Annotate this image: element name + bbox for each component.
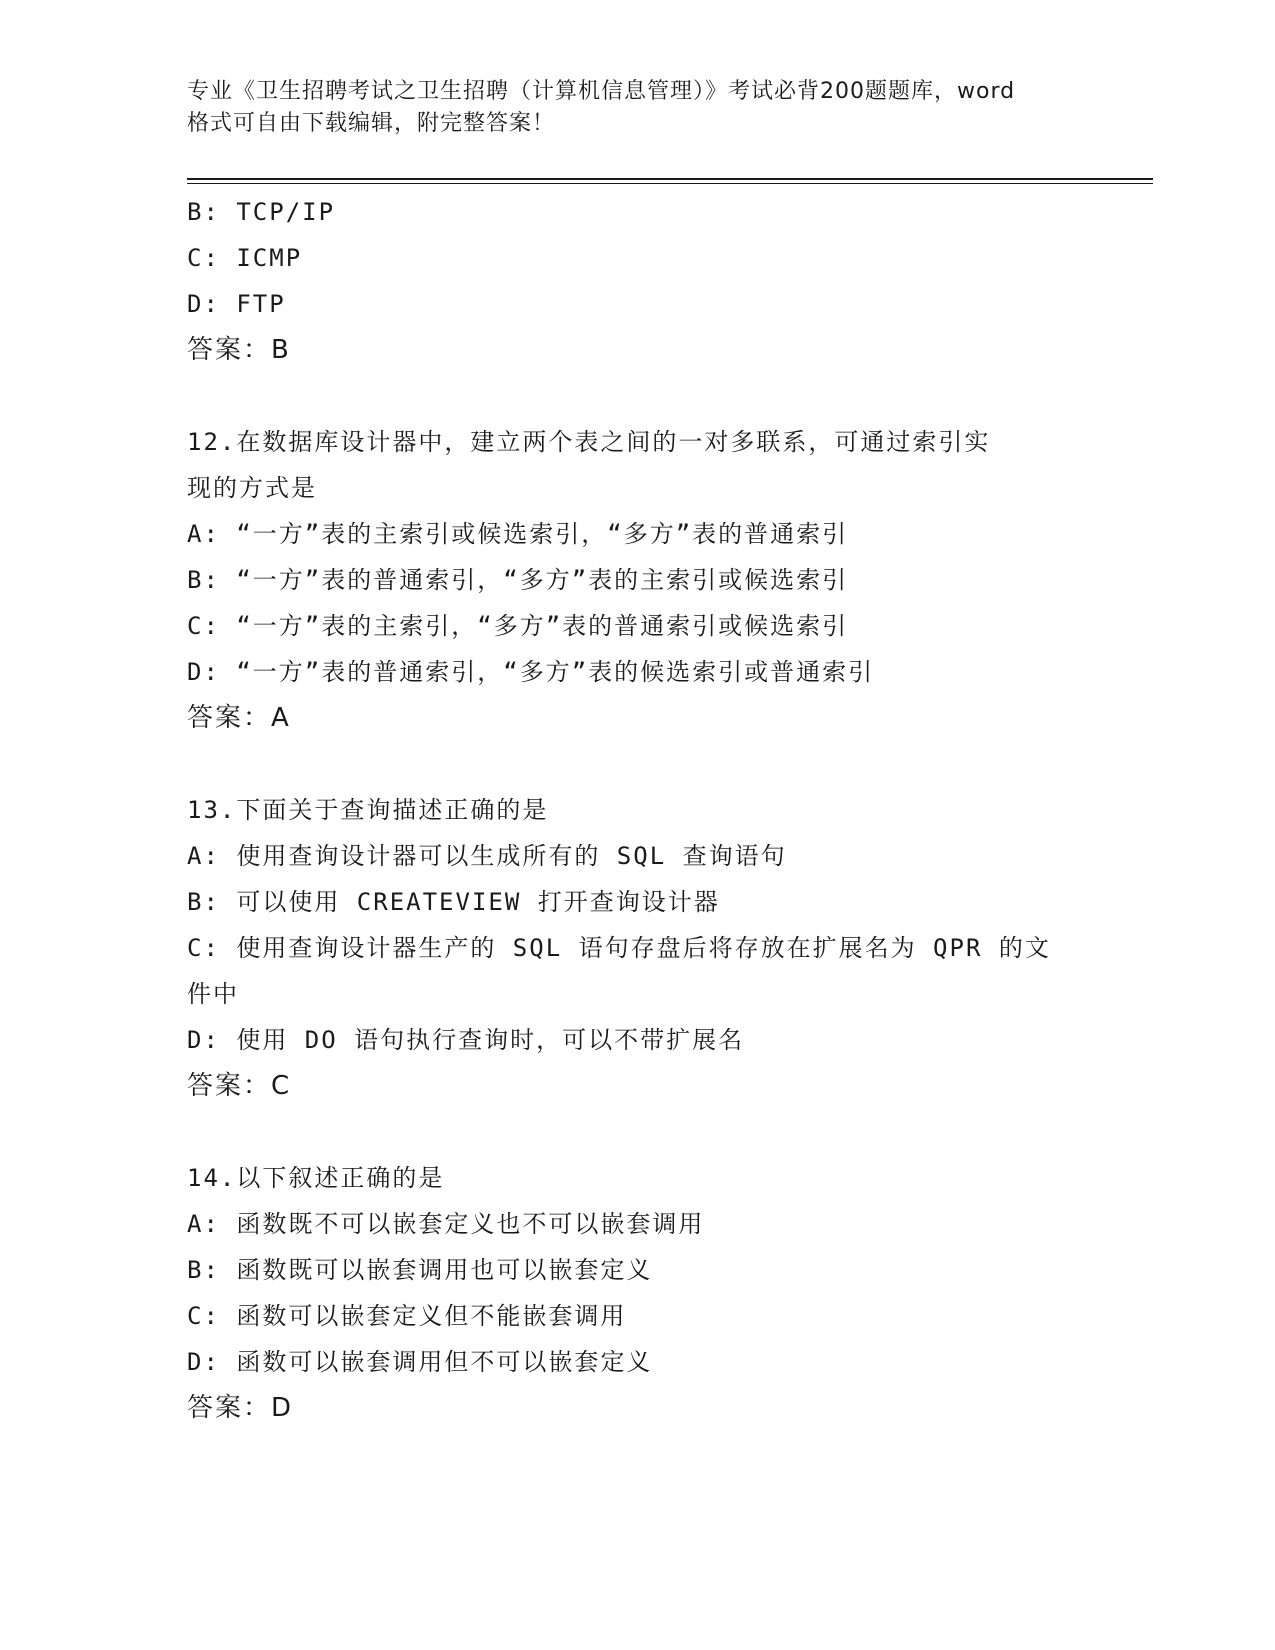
answer-label: 答案：B (187, 335, 291, 365)
header-rule-thick (187, 178, 1153, 180)
document-header (187, 76, 1087, 140)
header-title-line-1: 专业《卫生招聘考试之卫生招聘（计算机信息管理）》考试必背200题题库，word (187, 79, 1016, 104)
question-14 (187, 1155, 1087, 1431)
option-d: D: “一方”表的普通索引，“多方”表的候选索引或普通索引 (187, 658, 875, 686)
option-c: C: 函数可以嵌套定义但不能嵌套调用 (187, 1302, 627, 1330)
question-spacer (187, 373, 1087, 419)
question-spacer (187, 741, 1087, 787)
header-rule-thin (187, 183, 1153, 184)
option-c: C: ICMP (187, 244, 303, 272)
question-stem-line-2: 现的方式是 (187, 474, 317, 502)
question-spacer (187, 1109, 1087, 1155)
option-a: A: “一方”表的主索引或候选索引，“多方”表的普通索引 (187, 520, 849, 548)
question-list (187, 189, 1087, 1431)
question-13 (187, 787, 1087, 1109)
option-d: D: FTP (187, 290, 286, 318)
option-c: C: “一方”表的主索引，“多方”表的普通索引或候选索引 (187, 612, 849, 640)
option-b: B: “一方”表的普通索引，“多方”表的主索引或候选索引 (187, 566, 849, 594)
option-b: B: TCP/IP (187, 198, 336, 226)
question-stem: 14.以下叙述正确的是 (187, 1164, 445, 1192)
answer-label: 答案：A (187, 703, 291, 733)
option-d: D: 函数可以嵌套调用但不可以嵌套定义 (187, 1348, 653, 1376)
option-b: B: 函数既可以嵌套调用也可以嵌套定义 (187, 1256, 653, 1284)
question-stem: 13.下面关于查询描述正确的是 (187, 796, 549, 824)
question-stem-line-1: 12.在数据库设计器中，建立两个表之间的一对多联系，可通过索引实 (187, 428, 991, 456)
answer-label: 答案：C (187, 1071, 292, 1101)
option-a: A: 函数既不可以嵌套定义也不可以嵌套调用 (187, 1210, 705, 1238)
header-title-line-2: 格式可自由下载编辑，附完整答案！ (187, 111, 556, 136)
answer-label: 答案：D (187, 1393, 294, 1423)
question-11-tail (187, 189, 1087, 373)
option-d: D: 使用 DO 语句执行查询时，可以不带扩展名 (187, 1026, 745, 1054)
option-a: A: 使用查询设计器可以生成所有的 SQL 查询语句 (187, 842, 787, 870)
question-12 (187, 419, 1087, 741)
option-b: B: 可以使用 CREATEVIEW 打开查询设计器 (187, 888, 720, 916)
option-c-line-1: C: 使用查询设计器生产的 SQL 语句存盘后将存放在扩展名为 QPR 的文 (187, 934, 1051, 962)
option-c-line-2: 件中 (187, 980, 239, 1008)
